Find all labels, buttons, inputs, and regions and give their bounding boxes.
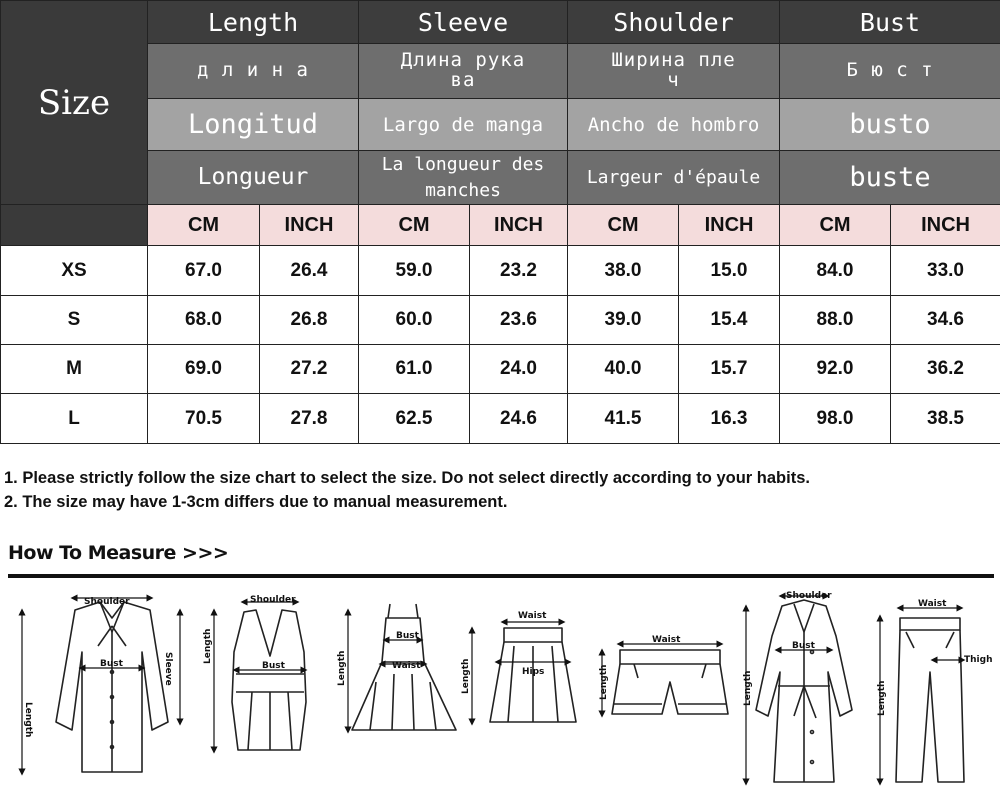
unit-header: CM (359, 205, 470, 246)
header-shoulder-en: Shoulder (568, 1, 780, 44)
unit-header: INCH (470, 205, 568, 246)
header-shoulder-es: Ancho de hombro (568, 99, 780, 151)
header-sleeve-ru-line-1: Длина рука (400, 49, 526, 72)
table-cell: 24.0 (470, 345, 568, 394)
header-length-en: Length (148, 1, 359, 44)
measurement-diagrams (0, 582, 1000, 796)
label-shoulder: Shoulder (786, 591, 832, 601)
label-shoulder: Shoulder (250, 595, 296, 605)
label-waist: Waist (392, 661, 421, 671)
label-hips: Hips (522, 667, 545, 677)
label-bust: Bust (792, 641, 815, 651)
table-cell: 27.2 (260, 345, 359, 394)
header-sleeve-es: Largo de manga (359, 99, 568, 151)
table-cell: 59.0 (359, 246, 470, 296)
label-length: Length (599, 664, 609, 700)
table-cell: 84.0 (780, 246, 891, 296)
section-divider (8, 574, 994, 578)
label-length: Length (877, 680, 887, 716)
how-to-measure-title: How To Measure >>> (8, 542, 229, 564)
table-cell: 69.0 (148, 345, 260, 394)
table-cell: 36.2 (891, 345, 1000, 394)
label-shoulder: Shoulder (84, 597, 130, 607)
unit-header: CM (780, 205, 891, 246)
unit-header: CM (148, 205, 260, 246)
unit-header: CM (568, 205, 679, 246)
header-bust-es: busto (780, 99, 1000, 151)
size-header-spacer (1, 205, 148, 246)
pants-measure-lines (880, 608, 962, 782)
table-row (1, 246, 1000, 296)
label-length: Length (743, 670, 753, 706)
table-cell: 60.0 (359, 296, 470, 345)
size-label: XS (1, 246, 148, 296)
label-bust: Bust (396, 631, 419, 641)
header-length-fr-line-1: Longueur (197, 164, 309, 191)
table-cell: 38.5 (891, 394, 1000, 444)
shorts-icon (612, 650, 728, 714)
table-cell: 40.0 (568, 345, 679, 394)
label-length: Length (461, 658, 471, 694)
table-cell: 15.0 (679, 246, 780, 296)
pants-icon (896, 618, 964, 782)
table-cell: 26.4 (260, 246, 359, 296)
table-cell: 27.8 (260, 394, 359, 444)
label-length: Length (337, 650, 347, 686)
table-row (1, 394, 1000, 444)
table-cell: 15.4 (679, 296, 780, 345)
header-sleeve-ru-line-2: ва (450, 69, 476, 91)
label-waist: Waist (518, 611, 547, 621)
table-cell: 98.0 (780, 394, 891, 444)
unit-header: INCH (891, 205, 1000, 246)
header-bust-ru (780, 44, 1000, 99)
table-cell: 41.5 (568, 394, 679, 444)
coat-measure-lines (746, 596, 830, 782)
table-cell: 68.0 (148, 296, 260, 345)
header-shoulder-ru-line-1: Ширина пле (611, 49, 736, 72)
header-sleeve-ru (359, 44, 568, 99)
header-length-fr (148, 151, 359, 205)
table-cell: 23.2 (470, 246, 568, 296)
table-cell: 23.6 (470, 296, 568, 345)
size-label: S (1, 296, 148, 345)
label-sleeve: Sleeve (163, 652, 173, 686)
table-row (1, 296, 1000, 345)
header-shoulder-fr (568, 151, 780, 205)
table-cell: 39.0 (568, 296, 679, 345)
header-sleeve-fr (359, 151, 568, 205)
header-sleeve-fr-line-2: manches (425, 179, 501, 201)
table-cell: 33.0 (891, 246, 1000, 296)
size-notes (4, 466, 996, 514)
table-cell: 88.0 (780, 296, 891, 345)
note-1: 1. Please strictly follow the size chart to select the size. Do not select directly according to your habits. (4, 469, 810, 487)
header-sleeve-fr-line-1: La longueur des (381, 154, 545, 176)
unit-header: INCH (679, 205, 780, 246)
trench-coat-icon (756, 600, 852, 782)
header-length-ru-line-1: д л и н а (197, 59, 309, 82)
label-length: Length (203, 628, 213, 664)
blouse-measure-lines (22, 598, 180, 772)
header-bust-en: Bust (780, 1, 1000, 44)
table-cell: 67.0 (148, 246, 260, 296)
unit-header: INCH (260, 205, 359, 246)
label-length: Length (23, 702, 33, 738)
label-thigh: Thigh (964, 655, 993, 665)
table-cell: 62.5 (359, 394, 470, 444)
size-label: M (1, 345, 148, 394)
blouse-icon (56, 602, 168, 772)
table-cell: 61.0 (359, 345, 470, 394)
table-cell: 15.7 (679, 345, 780, 394)
header-bust-fr (780, 151, 1000, 205)
header-length-es: Longitud (148, 99, 359, 151)
table-row (1, 345, 1000, 394)
header-sleeve-en: Sleeve (359, 1, 568, 44)
header-bust-fr-line-1: buste (849, 161, 931, 193)
label-waist: Waist (918, 599, 947, 609)
table-cell: 34.6 (891, 296, 1000, 345)
size-label: L (1, 394, 148, 444)
measurement-illustrations (0, 582, 1000, 796)
table-cell: 26.8 (260, 296, 359, 345)
label-bust: Bust (100, 659, 123, 669)
table-cell: 92.0 (780, 345, 891, 394)
tank-top-icon (232, 610, 306, 750)
header-length-ru (148, 44, 359, 99)
note-2: 2. The size may have 1-3cm differs due to manual measurement. (4, 493, 508, 511)
header-bust-ru-line-1: Б ю с т (846, 59, 934, 82)
size-header: Size (1, 1, 148, 205)
table-cell: 70.5 (148, 394, 260, 444)
header-shoulder-ru-line-2: ч (667, 69, 680, 91)
table-cell: 38.0 (568, 246, 679, 296)
header-shoulder-ru (568, 44, 780, 99)
label-waist: Waist (652, 635, 681, 645)
label-bust: Bust (262, 661, 285, 671)
table-cell: 24.6 (470, 394, 568, 444)
header-shoulder-fr-line-1: Largeur d'épaule (586, 166, 761, 188)
table-cell: 16.3 (679, 394, 780, 444)
